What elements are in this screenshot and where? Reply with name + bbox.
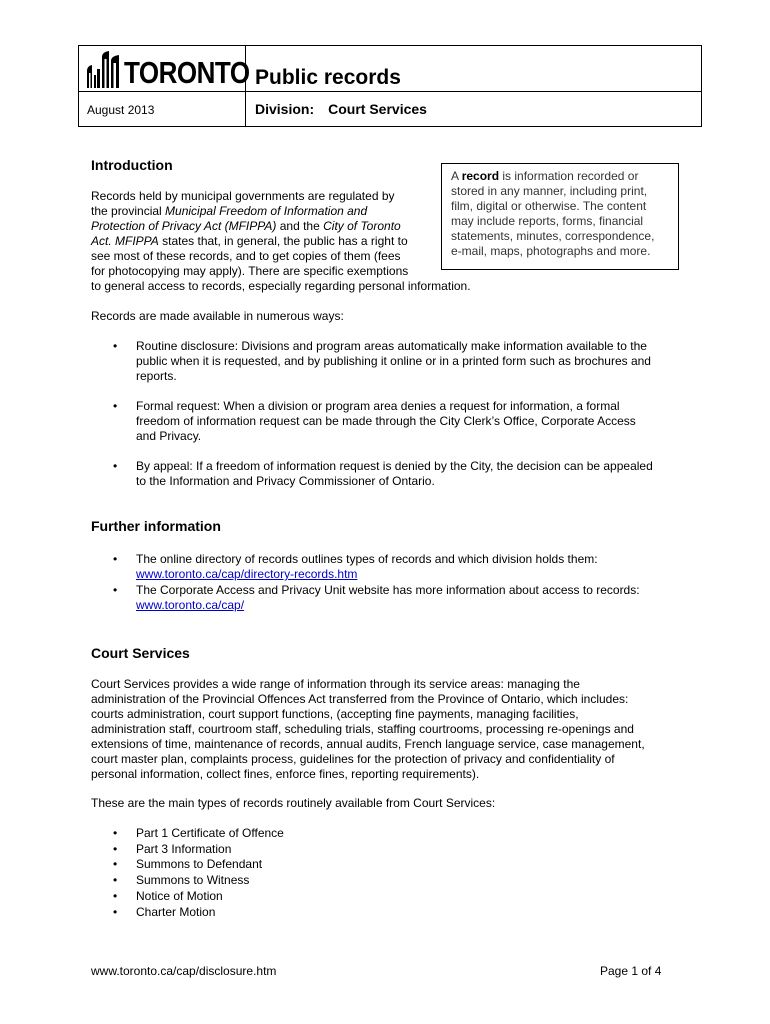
intro-line: Protection of Privacy Act (MFIPPA) and the City of Toronto bbox=[91, 219, 401, 233]
page-number: Page 1 of 4 bbox=[600, 964, 662, 978]
bullet-formal-request: Formal request: When a division or program area denies a request for information, a formal freedom of information request can be made through the City Clerk’s Office, Corporate Access and Privacy. bbox=[136, 399, 636, 443]
bullet-dot: • bbox=[113, 339, 118, 353]
publication-date: August 2013 bbox=[87, 103, 155, 117]
division-value: Court Services bbox=[328, 101, 427, 117]
bullet-dot: • bbox=[113, 583, 118, 597]
bullet-dot: • bbox=[113, 399, 118, 413]
logo-text: TORONTO bbox=[124, 54, 250, 91]
toronto-logo bbox=[85, 49, 250, 89]
division-line bbox=[255, 101, 427, 117]
sidebox-line: e-mail, maps, photographs and more. bbox=[451, 244, 651, 258]
cap-website-link[interactable]: www.toronto.ca/cap/ bbox=[136, 598, 245, 612]
records-list-intro: These are the main types of records routinely available from Court Services: bbox=[91, 796, 496, 810]
availability-intro: Records are made available in numerous ways: bbox=[91, 309, 344, 323]
record-type-item: Charter Motion bbox=[136, 905, 216, 919]
sidebox-line: may include reports, forms, financial bbox=[451, 214, 644, 228]
court-services-paragraph: Court Services provides a wide range of information through its service areas: managing the administration of the Provincial Offences Act transferred from the Province of Ontario, which includes: courts administration, court support functions, (accepting fine payments, managing facilities, administration staff, courtroom staff, scheduling trials, staffing courtrooms, processing re-openings and extensions of time, maintenance of records, annual audits, French language service, case management, court master plan, complaints process, guidelines for the protection of privacy and confidentiality of personal information, collect fines, enforce fines, reporting requirements). bbox=[91, 677, 645, 781]
intro-line: the provincial Municipal Freedom of Information and bbox=[91, 204, 368, 218]
bullet-dot: • bbox=[113, 889, 118, 903]
division-label: Division: bbox=[255, 101, 315, 117]
bullet-dot: • bbox=[113, 873, 118, 887]
city-hall-icon bbox=[85, 51, 121, 89]
record-type-item: Summons to Witness bbox=[136, 873, 250, 887]
introduction-heading: Introduction bbox=[91, 157, 173, 173]
intro-line: see most of these records, and to get copies of them (fees bbox=[91, 249, 401, 263]
bullet-routine-disclosure: Routine disclosure: Divisions and program areas automatically make information available to the public when it is requested, and by publishing it online or in a printed form such as brochures and reports. bbox=[136, 339, 651, 383]
intro-line: for photocopying may apply). There are specific exemptions bbox=[91, 264, 409, 278]
intro-line: Records held by municipal governments are regulated by bbox=[91, 189, 395, 203]
bullet-dot: • bbox=[113, 552, 118, 566]
further-item-directory: The online directory of records outlines types of records and which division holds them: www.toronto.ca/cap/directory-records.htm bbox=[136, 552, 598, 581]
bullet-dot: • bbox=[113, 459, 118, 473]
bullet-dot: • bbox=[113, 842, 118, 856]
court-services-heading: Court Services bbox=[91, 645, 190, 661]
page-title: Public records bbox=[255, 66, 401, 89]
directory-records-link[interactable]: www.toronto.ca/cap/directory-records.htm bbox=[136, 567, 358, 581]
record-type-item: Summons to Defendant bbox=[136, 857, 263, 871]
record-type-item: Part 3 Information bbox=[136, 842, 232, 856]
record-type-item: Part 1 Certificate of Offence bbox=[136, 826, 284, 840]
sidebox-line: A record is information recorded or bbox=[451, 169, 639, 183]
record-definition-box bbox=[441, 163, 679, 270]
footer-url: www.toronto.ca/cap/disclosure.htm bbox=[91, 964, 277, 978]
further-information-heading: Further information bbox=[91, 518, 221, 534]
header-horizontal-divider bbox=[79, 91, 701, 92]
intro-line: Act. MFIPPA states that, in general, the public has a right to bbox=[91, 234, 408, 248]
document-header bbox=[78, 45, 702, 127]
further-item-cap-website: The Corporate Access and Privacy Unit website has more information about access to records: www.toronto.ca/cap/ bbox=[136, 583, 640, 612]
bullet-dot: • bbox=[113, 857, 118, 871]
sidebox-line: statements, minutes, correspondence, bbox=[451, 229, 655, 243]
bullet-dot: • bbox=[113, 826, 118, 840]
sidebox-line: film, digital or otherwise. The content bbox=[451, 199, 647, 213]
intro-line: to general access to records, especially regarding personal information. bbox=[91, 279, 471, 293]
record-type-item: Notice of Motion bbox=[136, 889, 223, 903]
bullet-by-appeal: By appeal: If a freedom of information request is denied by the City, the decision can be appealed to the Information and Privacy Commissioner of Ontario. bbox=[136, 459, 653, 488]
sidebox-line: stored in any manner, including print, bbox=[451, 184, 648, 198]
bullet-dot: • bbox=[113, 905, 118, 919]
